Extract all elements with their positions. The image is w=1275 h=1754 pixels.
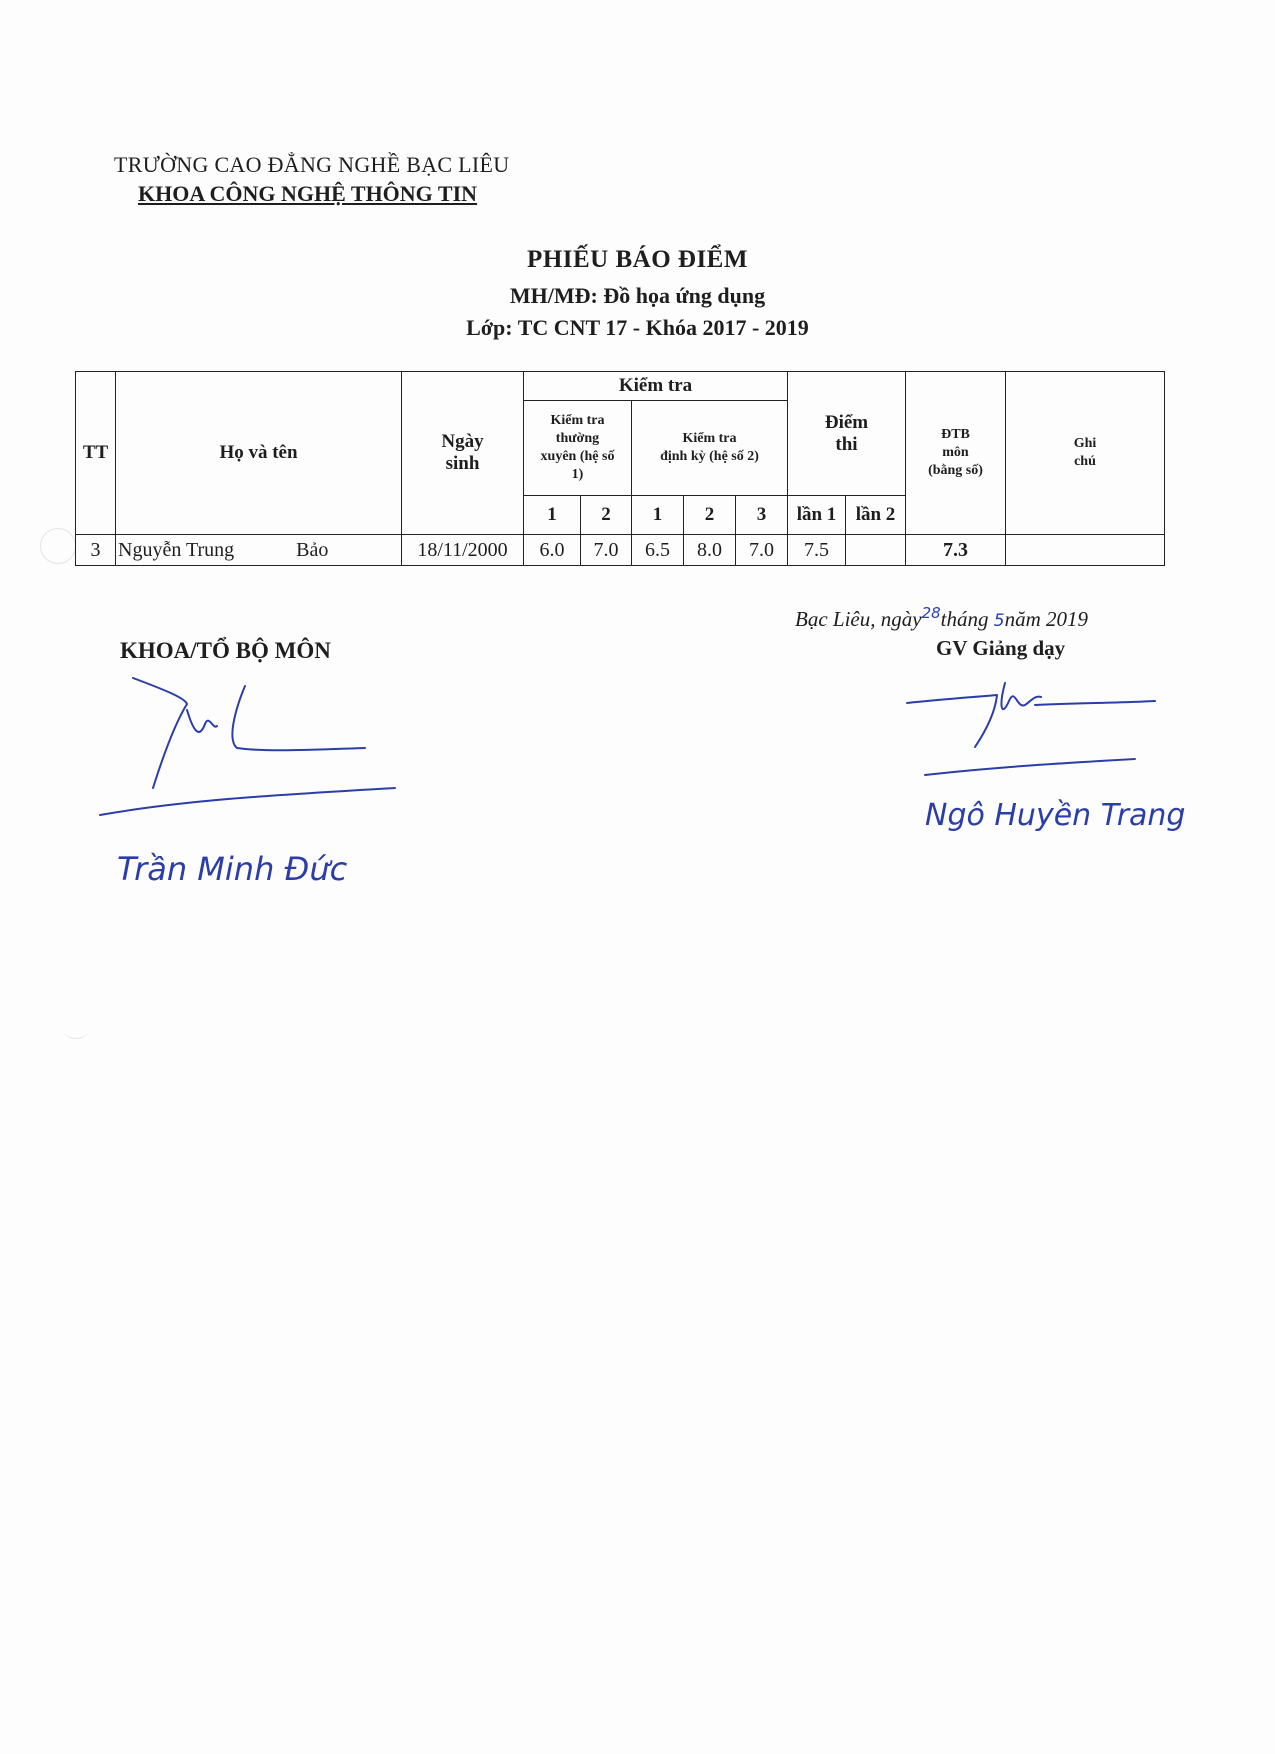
cell-avg: 7.3 [906, 535, 1006, 566]
right-signer-name: Ngô Huyền Trang [925, 798, 1186, 833]
punch-hole-mark [62, 1018, 90, 1039]
header-exam-line1: Điểm [824, 411, 869, 433]
cell-ktx-2: 7.0 [581, 535, 632, 566]
place-date [795, 604, 1088, 632]
header-ktdk-1: 1 [632, 496, 684, 535]
cell-note [1006, 535, 1165, 566]
header-ktdk-line2: định kỳ (hệ số 2) [660, 449, 759, 464]
subject-line: MH/MĐ: Đồ họa ứng dụng [509, 283, 766, 308]
left-signer-name: Trần Minh Đức [117, 850, 348, 888]
cell-exam-1: 7.5 [788, 535, 846, 566]
cell-ktx-1: 6.0 [524, 535, 581, 566]
header-tt: TT [76, 372, 116, 535]
document-title: PHIẾU BÁO ĐIỂM [527, 246, 748, 273]
header-kiem-tra: Kiểm tra [524, 372, 788, 401]
table-row [76, 535, 1165, 566]
grade-table [75, 371, 1165, 566]
header-note-line1: Ghi [1073, 436, 1097, 451]
school-name: TRƯỜNG CAO ĐẲNG NGHỀ BẠC LIÊU [114, 152, 510, 177]
cell-tt: 3 [76, 535, 116, 566]
class-line: Lớp: TC CNT 17 - Khóa 2017 - 2019 [466, 315, 809, 340]
header-ktx-line4: 1) [571, 467, 584, 482]
header-ktdk [632, 401, 788, 496]
header-exam [788, 372, 906, 496]
right-signature [905, 675, 1245, 875]
header-dob-line1: Ngày [441, 431, 484, 452]
header-note [1006, 372, 1165, 535]
cell-first-name: Nguyễn Trung [118, 538, 235, 561]
cell-exam-2 [846, 535, 906, 566]
cell-ktdk-3: 7.0 [736, 535, 788, 566]
header-exam-2: lần 2 [846, 496, 906, 535]
cell-ktdk-1: 6.5 [632, 535, 684, 566]
header-avg-line1: ĐTB [941, 427, 970, 442]
left-signature-title: KHOA/TỔ BỘ MÔN [120, 638, 331, 663]
cell-last-name: Bảo [296, 538, 329, 561]
header-note-line2: chú [1074, 454, 1096, 469]
header-name: Họ và tên [116, 372, 402, 535]
header-exam-line2: thi [835, 433, 858, 455]
header-ktdk-3: 3 [736, 496, 788, 535]
left-signature [95, 670, 415, 920]
header-avg [906, 372, 1006, 535]
header-ktx-1: 1 [524, 496, 581, 535]
handwritten-month: 5 [993, 611, 1005, 631]
month-prefix: tháng [940, 607, 989, 631]
header-ktx-line2: thường [555, 431, 600, 446]
right-signature-title: GV Giảng dạy [936, 636, 1066, 660]
cell-name [116, 535, 402, 566]
header-ktx-line3: xuyên (hệ số [540, 449, 615, 464]
header-dob [402, 372, 524, 535]
header-avg-line3: (bằng số) [928, 463, 983, 478]
header-ktx-2: 2 [581, 496, 632, 535]
department-name: KHOA CÔNG NGHỆ THÔNG TIN [138, 181, 478, 206]
header-exam-1: lần 1 [788, 496, 846, 535]
handwritten-day: 28 [921, 604, 941, 622]
header-avg-line2: môn [942, 445, 969, 460]
header-ktx-line1: Kiểm tra [550, 413, 605, 428]
punch-hole-mark [40, 528, 76, 564]
header-ktdk-2: 2 [684, 496, 736, 535]
place-prefix: Bạc Liêu, ngày [795, 607, 922, 631]
header-ktdk-line1: Kiểm tra [682, 431, 737, 446]
cell-ktdk-2: 8.0 [684, 535, 736, 566]
header-ktx [524, 401, 632, 496]
cell-dob: 18/11/2000 [402, 535, 524, 566]
year-text: năm 2019 [1004, 607, 1088, 631]
header-dob-line2: sinh [445, 453, 480, 474]
